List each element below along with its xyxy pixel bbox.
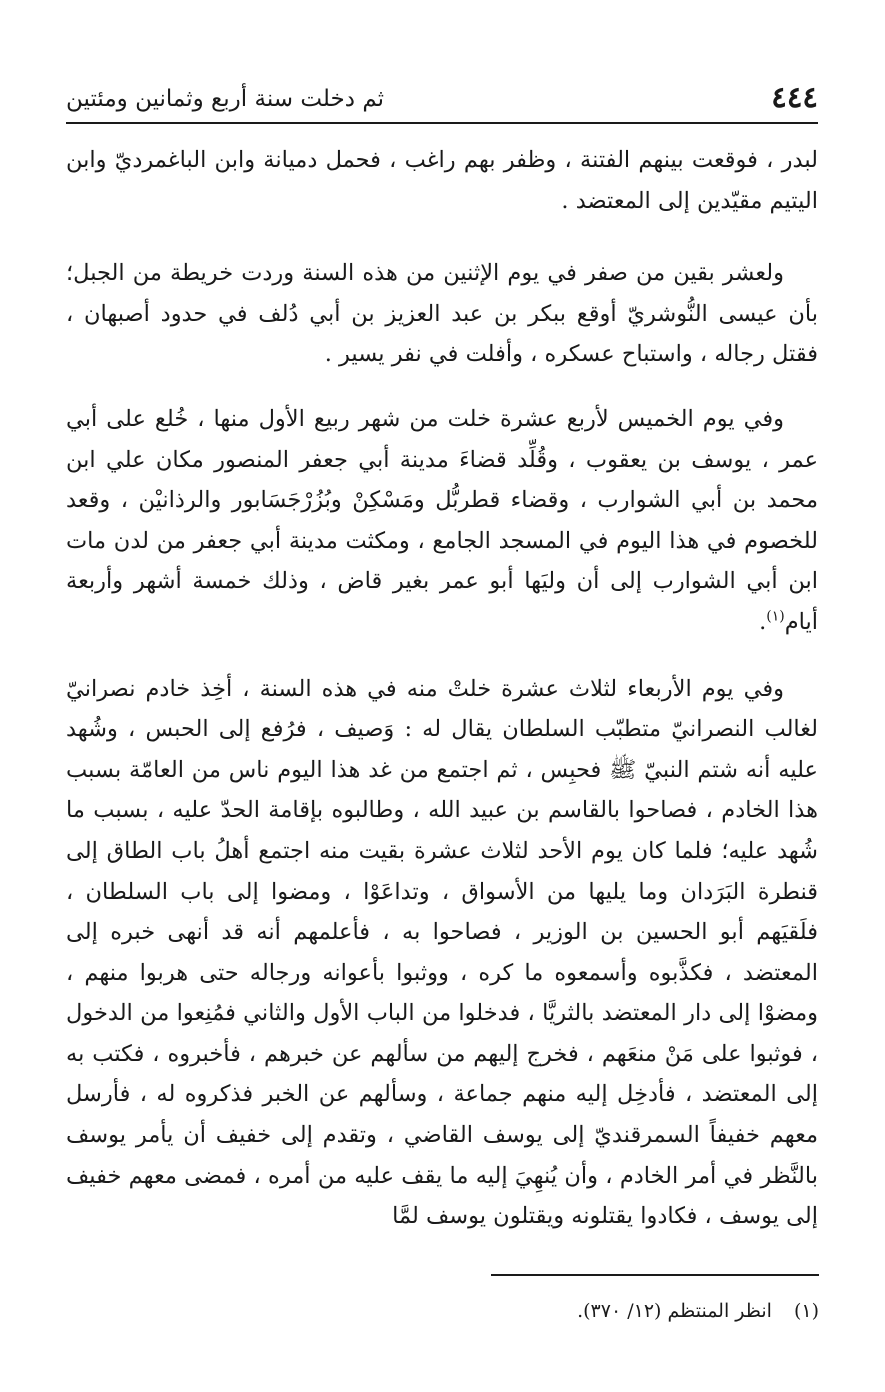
paragraph: [66, 399, 818, 643]
paragraph: [66, 140, 818, 221]
page-number: ٤٤٤: [771, 80, 818, 114]
paragraph-text: ولعشر بقين من صفر في يوم الإثنين من هذه السنة وردت خريطة من الجبل؛ بأن عيسى النُّوشريّ أوقع ببكر بن عبد العزيز بن أبي دُلف في حدود أصبهان ، فقتل رجاله ، واستباح عسكره ، وأفلت في نفر يسير .: [66, 260, 818, 368]
paragraph-text: لبدر ، فوقعت بينهم الفتنة ، وظفر بهم راغب ، فحمل دميانة وابن الباغمرديّ وابن اليتيم مقيّدين إلى المعتضد .: [66, 147, 818, 214]
paragraph-text: وفي يوم الأربعاء لثلاث عشرة خلتْ منه في هذه السنة ، أخِذ خادم نصرانيّ لغالب النصرانيّ متطبّب السلطان يقال له : وَصيف ، فرُفع إلى الحبس ، وشُهد عليه أنه شتم النبيّ ﷺ فحبِس ، ثم اجتمع من غد هذا اليوم ناس من العامّة بسبب هذا الخادم ، فصاحوا بالقاسم بن عبيد الله ، وطالبوه بإقامة الحدّ عليه ، بسبب ما شُهد عليه؛ فلما كان يوم الأحد لثلاث عشرة بقيت منه اجتمع أهلُ باب الطاق إلى قنطرة البَرَدان وما يليها من الأسواق ، وتداعَوْا ، ومضوا إلى باب السلطان ، فلَقيَهم أبو الحسين بن الوزير ، فصاحوا به ، فأعلمهم أنه قد أنهى خبره إلى المعتضد ، فكذَّبوه وأسمعوه ما كره ، ووثبوا بأعوانه ورجاله حتى هربوا منهم ، ومضوْا إلى دار المعتضد بالثريَّا ، فدخلوا من الباب الأول والثاني فمُنِعوا من الدخول ، فوثبوا على مَنْ منعَهم ، فخرج إليهم من سألهم عن خبرهم ، فأخبروه ، فكتب به إلى المعتضد ، فأدخِل إليه منهم جماعة ، وسألهم عن الخبر فذكروه له ، فأرسل معهم خفيفاً السمرقنديّ إلى يوسف القاضي ، وتقدم إلى خفيف أن يأمر يوسف بالنَّظر في أمر الخادم ، وأن يُنهِيَ إليه ما يقف عليه من أمره ، فمضى معهم خفيف إلى يوسف ، فكادوا يقتلونه ويقتلون يوسف لمَّا: [66, 675, 818, 1230]
footnote: [67, 1296, 819, 1326]
body-text: [66, 140, 818, 1237]
paragraph-text: وفي يوم الخميس لأربع عشرة خلت من شهر ربيع الأول منها ، خُلع على أبي عمر ، يوسف بن يعقوب ، وقُلِّد قضاءَ مدينة أبي جعفر المنصور مكان علي ابن محمد بن أبي الشوارب ، وقضاء قطربُّل ومَسْكِنْ وبُزُرْجَسَابور والرذانيْن ، وقعد للخصوم في هذا اليوم في المسجد الجامع ، ومكثت مدينة أبي جعفر من لدن مات ابن أبي الشوارب إلى أن وليَها أبو عمر بغير قاض ، وذلك خمسة أشهر وأربعة أيام: [66, 405, 818, 635]
paragraph-tail: .: [759, 608, 767, 635]
page-header: [66, 78, 818, 124]
paragraph: [66, 669, 818, 1237]
footnote-reference[interactable]: (١): [766, 608, 785, 625]
footnote-divider: [491, 1274, 819, 1276]
paragraph: [66, 253, 818, 375]
footnote-text: انظر المنتظم (١٢/ ٣٧٠).: [577, 1300, 772, 1322]
running-title: ثم دخلت سنة أربع وثمانين ومئتين: [66, 86, 385, 112]
footnote-number: (١): [793, 1300, 819, 1322]
